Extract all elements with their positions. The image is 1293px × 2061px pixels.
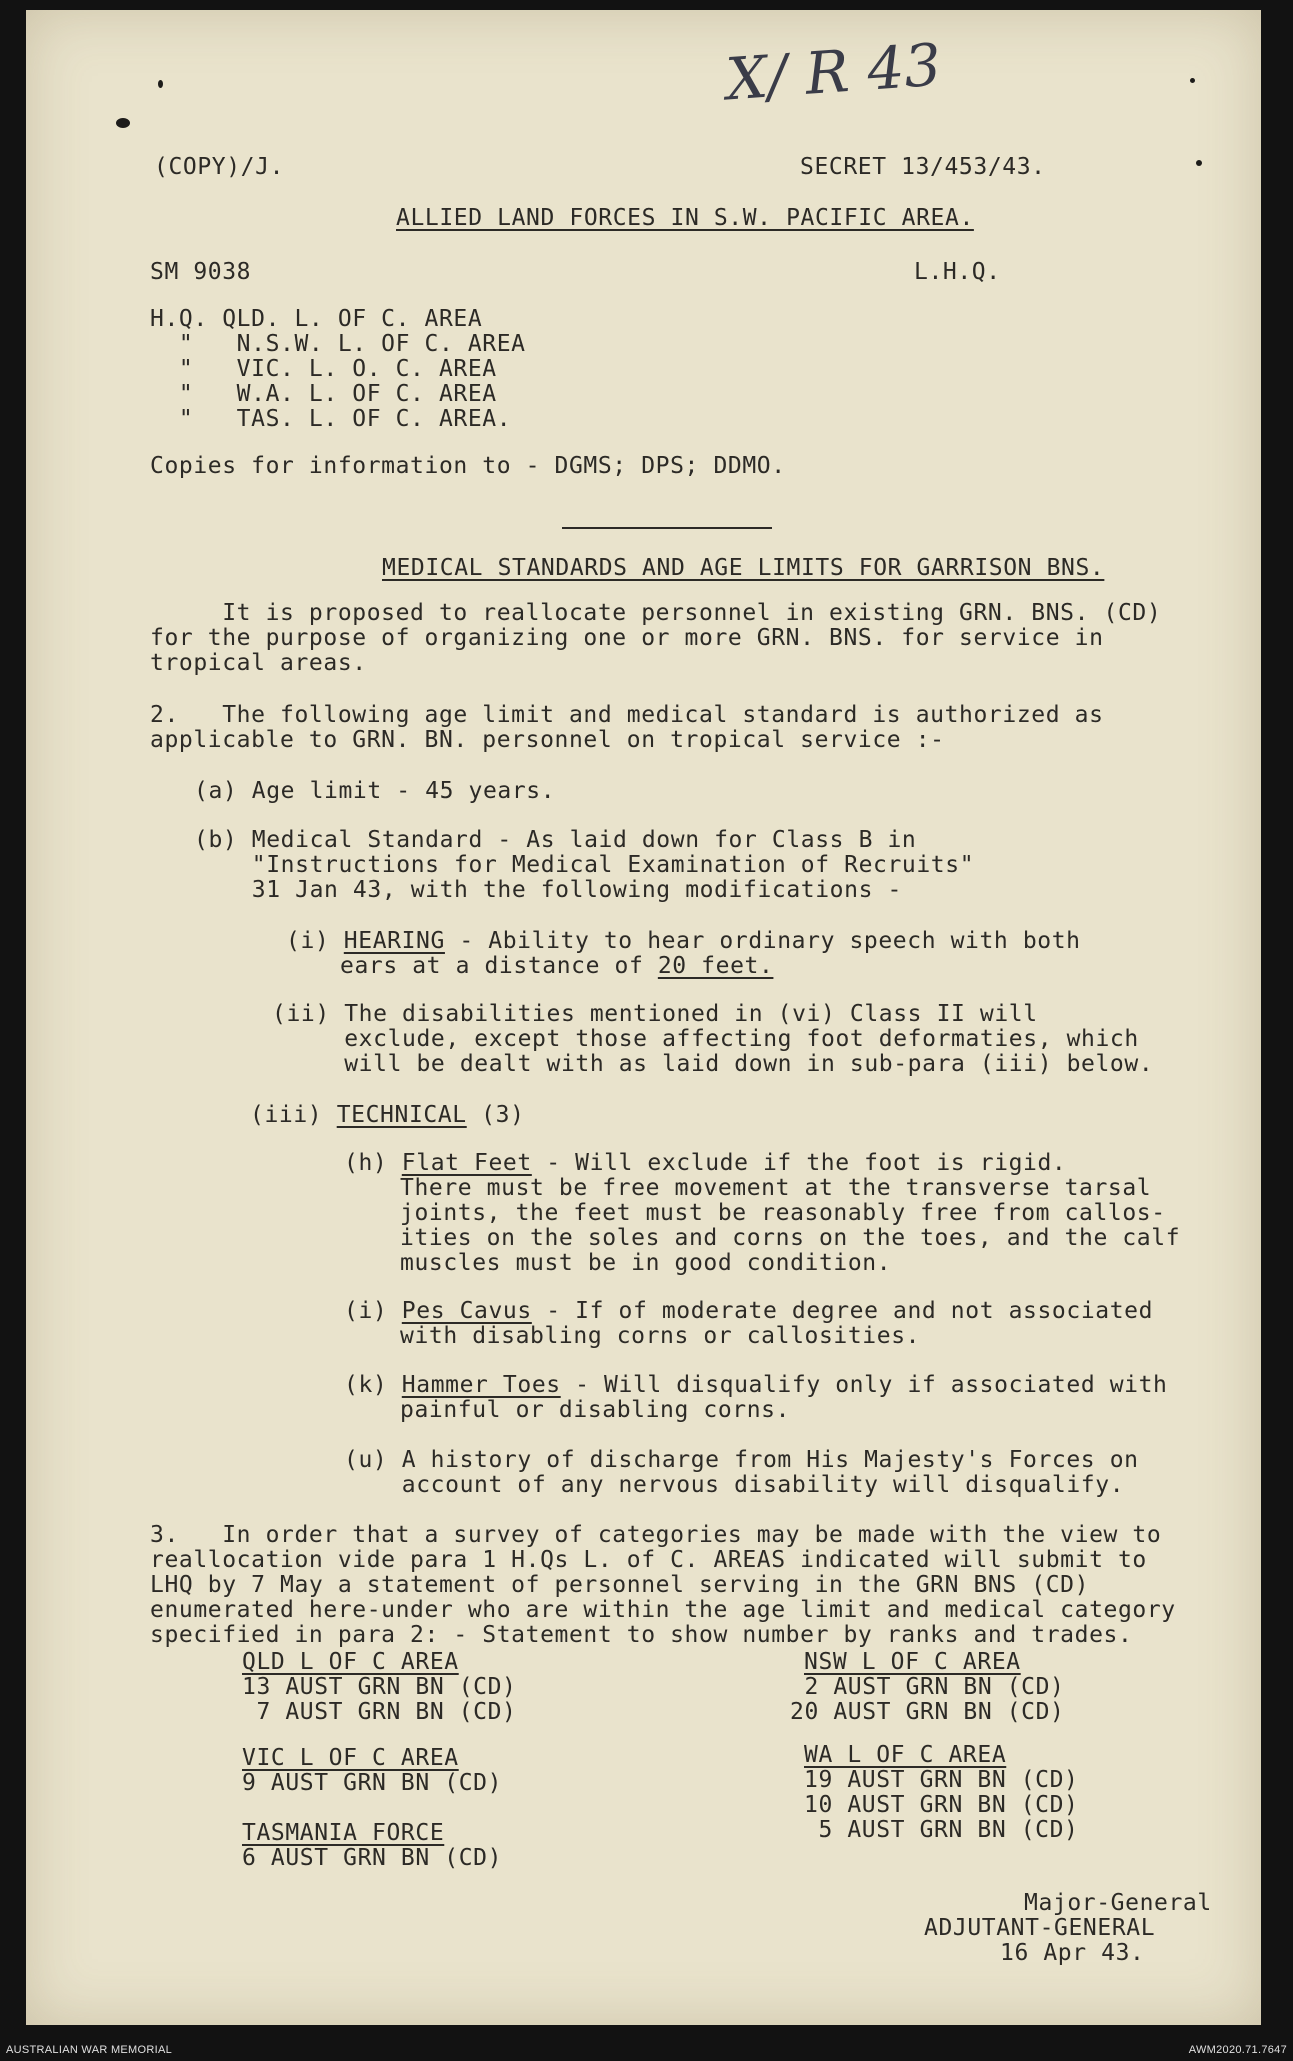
item-iii-number: (iii) <box>250 1102 323 1128</box>
signature-date: 16 Apr 43. <box>1000 1940 1145 1966</box>
footer-accession-number: AWM2020.71.7647 <box>1188 2044 1287 2056</box>
wa-area-title: WA L OF C AREA <box>804 1742 1007 1768</box>
item-h-line: joints, the feet must be reasonably free from callos- <box>400 1200 1166 1226</box>
item-i-text: - Ability to hear ordinary speech with both <box>444 928 1081 954</box>
tas-area-title: TASMANIA FORCE <box>242 1820 445 1846</box>
item-k-line-1 <box>344 1373 1168 1398</box>
nsw-area-title: NSW L OF C AREA <box>804 1649 1021 1675</box>
ink-speck <box>1196 160 1202 166</box>
unit-line: 10 AUST GRN BN (CD) <box>804 1792 1079 1818</box>
sm-reference: SM 9038 <box>150 259 252 285</box>
unit-line: 2 AUST GRN BN (CD) <box>790 1674 1065 1700</box>
signature-title: ADJUTANT-GENERAL <box>924 1915 1156 1941</box>
addressee-line: " W.A. L. OF C. AREA <box>150 381 497 407</box>
unit-line: 13 AUST GRN BN (CD) <box>242 1674 517 1700</box>
para-3-line: reallocation vide para 1 H.Qs L. of C. AREAS indicated will submit to <box>150 1547 1147 1573</box>
organisation-title: ALLIED LAND FORCES IN S.W. PACIFIC AREA. <box>396 205 974 231</box>
para-3-line: 3. In order that a survey of categories may be made with the view to <box>150 1522 1162 1548</box>
unit-line: 19 AUST GRN BN (CD) <box>804 1767 1079 1793</box>
handwritten-reference: X/ R 43 <box>723 30 944 114</box>
item-u-line: (u) A history of discharge from His Majesty's Forces on <box>344 1447 1139 1473</box>
distance-value: 20 feet. <box>657 953 774 979</box>
para-2-line: 2. The following age limit and medical standard is authorized as <box>150 702 1104 728</box>
lhq-label: L.H.Q. <box>914 259 1001 285</box>
ink-speck <box>158 80 163 88</box>
copies-line: Copies for information to - DGMS; DPS; DDMO. <box>150 453 786 479</box>
unit-line: 6 AUST GRN BN (CD) <box>242 1845 503 1871</box>
item-i-line-2 <box>340 954 773 979</box>
item-h-number: (h) <box>344 1150 388 1176</box>
para-3-line: enumerated here-under who are within the age limit and medical category <box>150 1597 1176 1623</box>
addressee-line: " TAS. L. OF C. AREA. <box>150 406 512 432</box>
qld-area-title: QLD L OF C AREA <box>242 1649 459 1675</box>
flat-feet-heading: Flat Feet <box>401 1150 532 1176</box>
item-b-line: (b) Medical Standard - As laid down for Class B in <box>194 827 917 853</box>
copy-mark: (COPY)/J. <box>154 154 285 180</box>
item-j-line-2: with disabling corns or callosities. <box>400 1323 921 1349</box>
unit-line: 20 AUST GRN BN (CD) <box>790 1699 1065 1725</box>
item-u-line: account of any nervous disability will disqualify. <box>344 1472 1125 1498</box>
ink-speck <box>1190 78 1195 83</box>
item-j-text: - If of moderate degree and not associated <box>531 1298 1154 1324</box>
item-i-line-1 <box>286 929 1081 954</box>
item-ii-line: (ii) The disabilities mentioned in (vi) Class II will <box>272 1001 1038 1027</box>
unit-line: 9 AUST GRN BN (CD) <box>242 1770 503 1796</box>
item-i-number: (i) <box>286 928 330 954</box>
addressee-line: " VIC. L. O. C. AREA <box>150 356 497 382</box>
item-h-line-1 <box>344 1151 1066 1176</box>
pes-cavus-heading: Pes Cavus <box>401 1298 532 1324</box>
item-h-line: There must be free movement at the transverse tarsal <box>400 1175 1152 1201</box>
para-3-line: specified in para 2: - Statement to show number by ranks and trades. <box>150 1622 1133 1648</box>
item-j-line-1 <box>344 1299 1153 1324</box>
unit-line: 5 AUST GRN BN (CD) <box>804 1817 1079 1843</box>
item-iii-text: (3) <box>466 1102 525 1128</box>
item-b-line: "Instructions for Medical Examination of Recruits" <box>194 852 975 878</box>
unit-line: 7 AUST GRN BN (CD) <box>242 1699 517 1725</box>
item-b-line: 31 Jan 43, with the following modifications - <box>194 877 902 903</box>
document-page <box>26 10 1261 2025</box>
hearing-heading: HEARING <box>343 928 445 954</box>
item-h-line: ities on the soles and corns on the toes, and the calf <box>400 1225 1181 1251</box>
para-2-line: applicable to GRN. BN. personnel on tropical service :- <box>150 727 945 753</box>
ink-speck <box>116 118 130 128</box>
para-3-line: LHQ by 7 May a statement of personnel serving in the GRN BNS (CD) <box>150 1572 1090 1598</box>
item-ii-line: exclude, except those affecting foot deformaties, which <box>272 1026 1139 1052</box>
item-k-line-2: painful or disabling corns. <box>400 1397 791 1423</box>
item-iii <box>250 1103 525 1128</box>
item-j-number: (i) <box>344 1298 388 1324</box>
divider-rule <box>562 527 772 529</box>
item-ii-line: will be dealt with as laid down in sub-para (iii) below. <box>272 1051 1154 1077</box>
signature-rank: Major-General <box>1024 1890 1212 1916</box>
footer-institution: AUSTRALIAN WAR MEMORIAL <box>6 2044 173 2056</box>
technical-heading: TECHNICAL <box>336 1102 467 1128</box>
secret-reference: SECRET 13/453/43. <box>800 154 1046 180</box>
para-1-line: It is proposed to reallocate personnel in existing GRN. BNS. (CD) <box>150 600 1162 626</box>
item-i-text-2: ears at a distance of <box>340 953 658 979</box>
item-h-line: muscles must be in good condition. <box>400 1250 892 1276</box>
hammer-toes-heading: Hammer Toes <box>401 1372 561 1398</box>
addressee-line: H.Q. QLD. L. OF C. AREA <box>150 306 483 332</box>
item-k-text: - Will disqualify only if associated with <box>560 1372 1168 1398</box>
item-h-text: - Will exclude if the foot is rigid. <box>531 1150 1067 1176</box>
para-1-line: for the purpose of organizing one or more GRN. BNS. for service in <box>150 625 1104 651</box>
item-a: (a) Age limit - 45 years. <box>194 778 556 804</box>
addressee-line: " N.S.W. L. OF C. AREA <box>150 331 526 357</box>
item-k-number: (k) <box>344 1372 388 1398</box>
vic-area-title: VIC L OF C AREA <box>242 1745 459 1771</box>
para-1-line: tropical areas. <box>150 650 367 676</box>
subject-heading: MEDICAL STANDARDS AND AGE LIMITS FOR GARRISON BNS. <box>382 555 1105 581</box>
